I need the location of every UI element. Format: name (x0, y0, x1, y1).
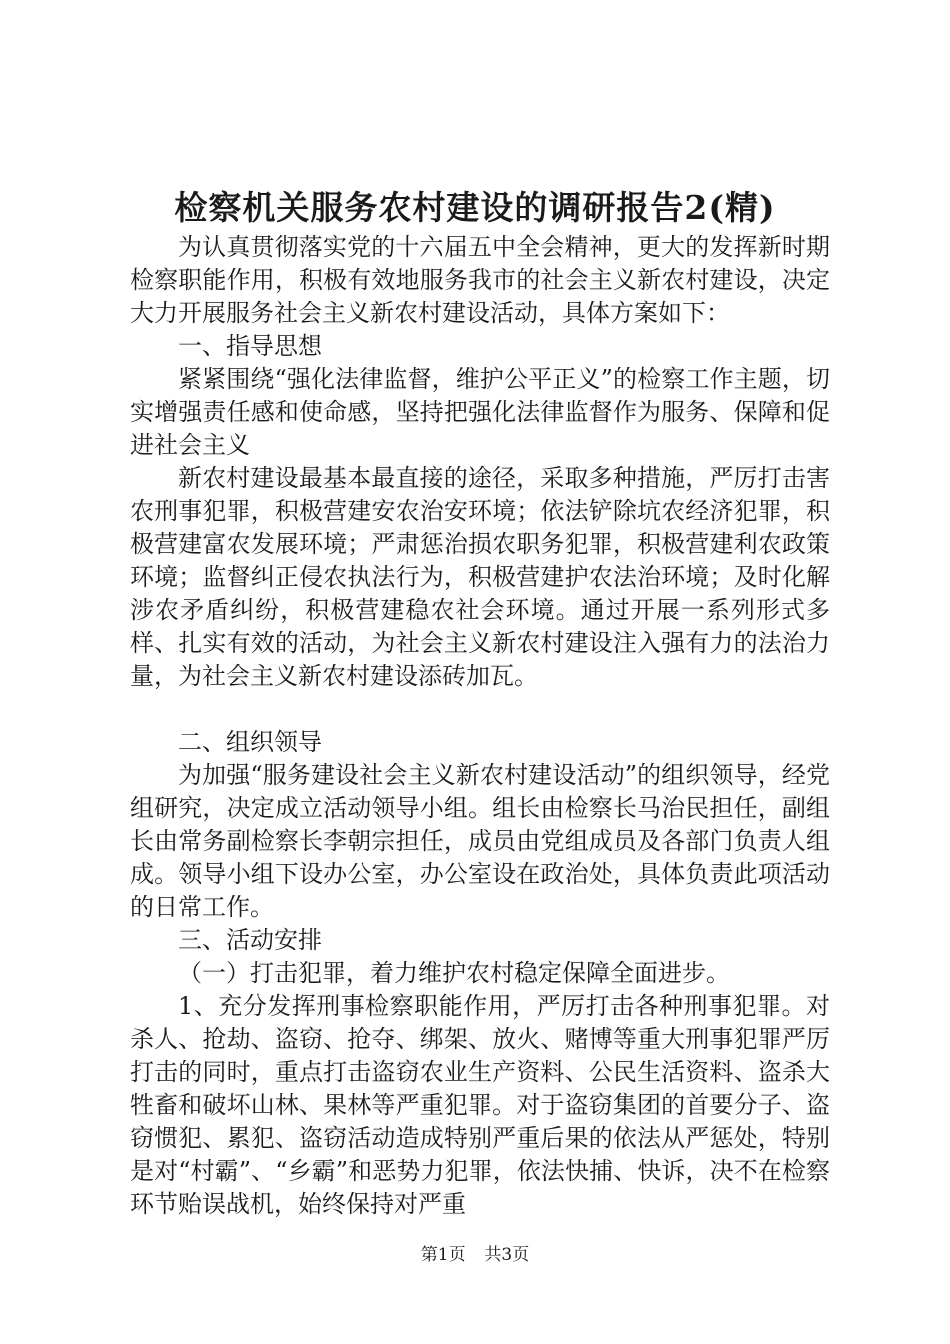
paragraph-intro: 为认真贯彻落实党的十六届五中全会精神，更大的发挥新时期检察职能作用，积极有效地服务我市的社会主义新农村建设，决定大力开展服务社会主义新农村建设活动，具体方案如下： (130, 233, 830, 327)
page-number: 第1页 (420, 1245, 466, 1265)
page-footer (0, 1243, 950, 1267)
section-heading-organization: 二、组织领导 (178, 728, 322, 756)
section-heading-guiding-ideology: 一、指导思想 (178, 332, 322, 360)
paragraph-organization: 为加强“服务建设社会主义新农村建设活动”的组织领导，经党组研究，决定成立活动领导小组。组长由检察长马治民担任，副组长由常务副检察长李朝宗担任，成员由党组成员及各部门负责人组成。领导小组下设办公室，办公室设在政治处，具体负责此项活动的日常工作。 (130, 761, 830, 921)
subsection-heading-crime: （一）打击犯罪，着力维护农村稳定保障全面进步。 (178, 959, 730, 987)
paragraph-rural-construction: 新农村建设最基本最直接的途径，采取多种措施，严厉打击害农刑事犯罪，积极营建安农治安环境；依法铲除坑农经济犯罪，积极营建富农发展环境；严肃惩治损农职务犯罪，积极营建利农政策环境；监督纠正侵农执法行为，积极营建护农法治环境；及时化解涉农矛盾纠纷，积极营建稳农社会环境。通过开展一系列形式多样、扎实有效的活动，为社会主义新农村建设注入强有力的法治力量，为社会主义新农村建设添砖加瓦。 (130, 464, 830, 690)
document-body (130, 231, 830, 1221)
paragraph-criminal-prosecution: 1、充分发挥刑事检察职能作用，严厉打击各种刑事犯罪。对杀人、抢劫、盗窃、抢夺、绑架、放火、赌博等重大刑事犯罪严厉打击的同时，重点打击盗窃农业生产资料、公民生活资料、盗杀大牲畜和破坏山林、果林等严重犯罪。对于盗窃集团的首要分子、盗窃惯犯、累犯、盗窃活动造成特别严重后果的依法从严惩处，特别是对“村霸”、“乡霸”和恶势力犯罪，依法快捕、快诉，决不在检察环节贻误战机，始终保持对严重 (130, 992, 830, 1218)
section-heading-activities: 三、活动安排 (178, 926, 322, 954)
document-title: 检察机关服务农村建设的调研报告2(精) (174, 188, 776, 227)
paragraph-guiding-ideology: 紧紧围绕“强化法律监督，维护公平正义”的检察工作主题，切实增强责任感和使命感，坚持把强化法律监督作为服务、保障和促进社会主义 (130, 365, 830, 459)
page-total: 共3页 (484, 1245, 530, 1265)
